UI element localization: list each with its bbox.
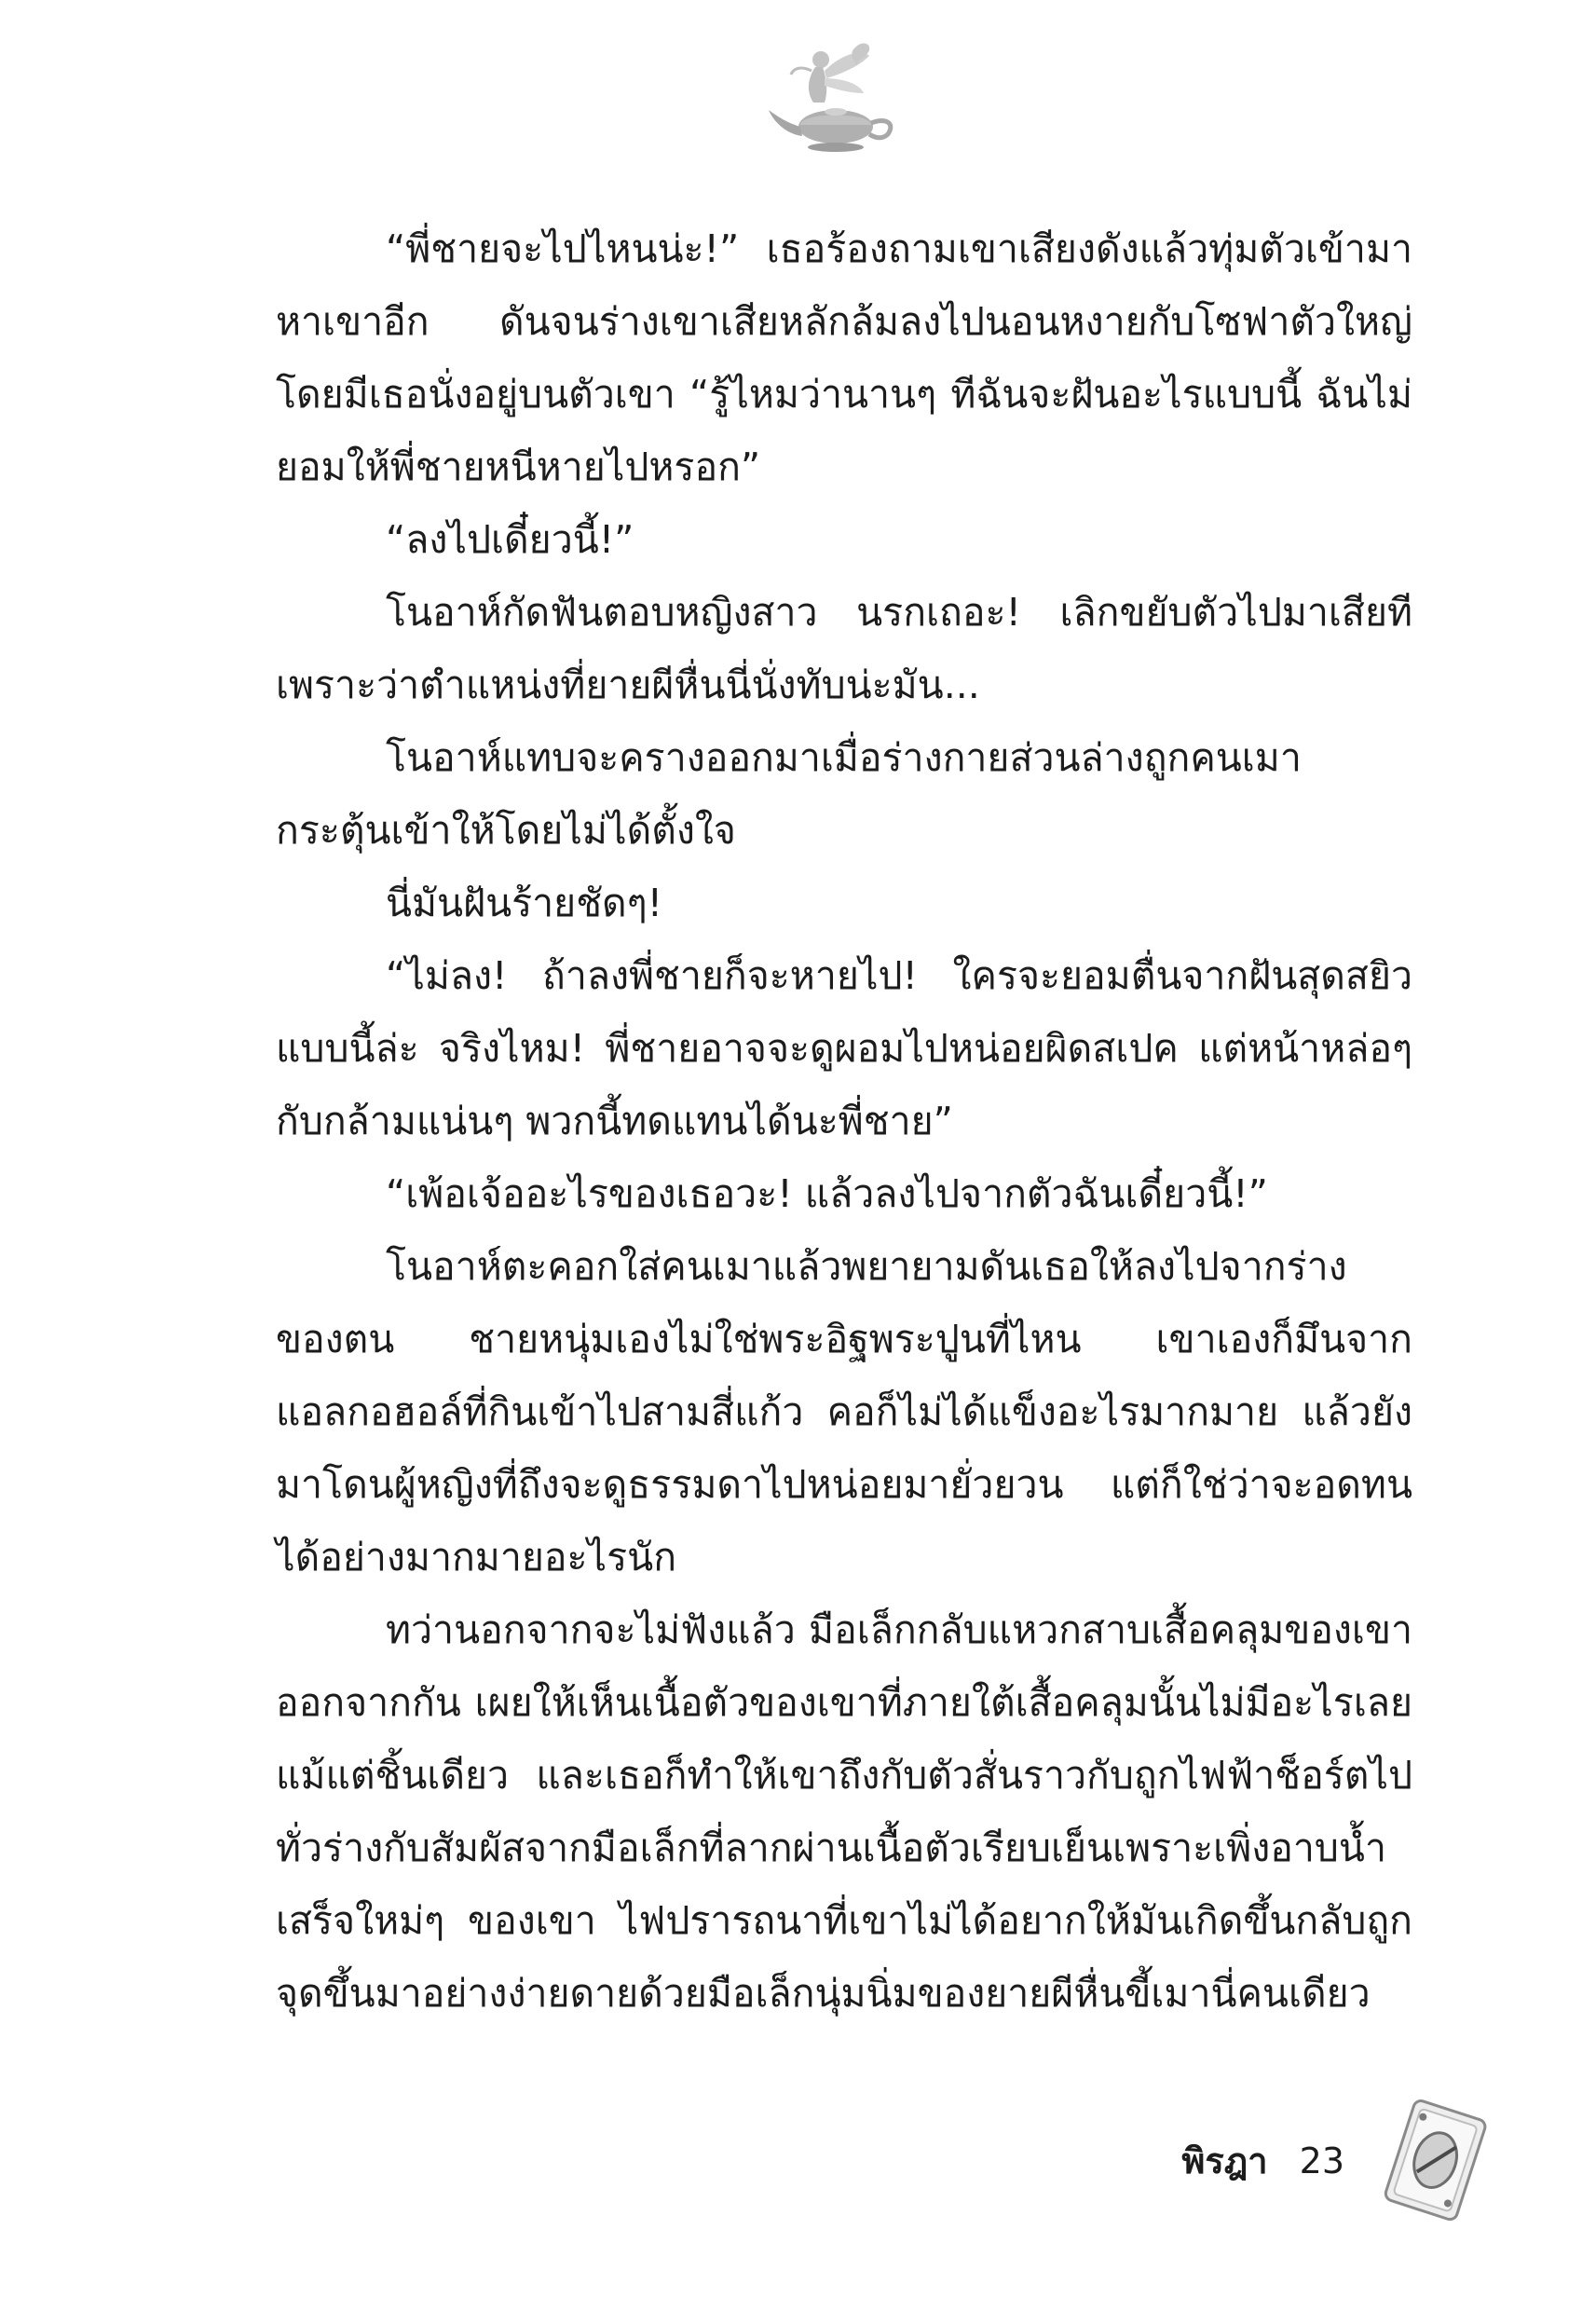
author-name: พิรฎา [1181, 2140, 1268, 2181]
playing-card-icon [1374, 2097, 1495, 2227]
page-number: 23 [1299, 2140, 1344, 2181]
paragraph: โนอาห์กัดฟันตอบหญิงสาว นรกเถอะ! เลิกขยับตัวไปมาเสียทีเพราะว่าตำแหน่งที่ยายผีหื่นนี่นั่งทับน่ะมัน... [276, 590, 1412, 707]
paragraph: โนอาห์ตะคอกใส่คนเมาแล้วพยายามดันเธอให้ลงไปจากร่างของตน ชายหนุ่มเองไม่ใช่พระอิฐพระปูนที่ไหน เขาเองก็มึนจากแอลกอฮอล์ที่กินเข้าไปสามสี่แก้ว คอก็ไม่ได้แข็งอะไรมากมาย แล้วยังมาโดนผู้หญิงที่ถึงจะดูธรรมดาไปหน่อยมายั่วยวน แต่ก็ใช่ว่าจะอดทนได้อย่างมากมายอะไรนัก [276, 1244, 1412, 1579]
body-text [276, 212, 1412, 2030]
paragraph: โนอาห์แทบจะครางออกมาเมื่อร่างกายส่วนล่างถูกคนเมากระตุ้นเข้าให้โดยไม่ได้ตั้งใจ [276, 735, 1302, 853]
paragraph: “ไม่ลง! ถ้าลงพี่ชายก็จะหายไป! ใครจะยอมตื่นจากฝันสุดสยิวแบบนี้ล่ะ จริงไหม! พี่ชายอาจจะดูผอมไปหน่อยผิดสเปค แต่หน้าหล่อๆกับกล้ามแน่นๆ พวกนี้ทดแทนได้นะพี่ชาย” [276, 953, 1412, 1143]
paragraph: ทว่านอกจากจะไม่ฟังแล้ว มือเล็กกลับแหวกสาบเสื้อคลุมของเขาออกจากกัน เผยให้เห็นเนื้อตัวของเขาที่ภายใต้เสื้อคลุมนั้นไม่มีอะไรเลยแม้แต่ชิ้นเดียว และเธอก็ทำให้เขาถึงกับตัวสั่นราวกับถูกไฟฟ้าช็อร์ตไปทั่วร่างกับสัมผัสจากมือเล็กที่ลากผ่านเนื้อตัวเรียบเย็นเพราะเพิ่งอาบน้ำเสร็จใหม่ๆ ของเขา ไฟปรารถนาที่เขาไม่ได้อยากให้มันเกิดขึ้นกลับถูกจุดขึ้นมาอย่างง่ายดายด้วยมือเล็กนุ่มนิ่มของยายผีหื่นขี้เมานี่คนเดียว [276, 1607, 1412, 2016]
paragraph: “พี่ชายจะไปไหนน่ะ!” เธอร้องถามเขาเสียงดังแล้วทุ่มตัวเข้ามาหาเขาอีก ดันจนร่างเขาเสียหลักล้มลงไปนอนหงายกับโซฟาตัวใหญ่โดยมีเธอนั่งอยู่บนตัวเขา “รู้ไหมว่านานๆ ทีฉันจะฝันอะไรแบบนี้ ฉันไม่ยอมให้พี่ชายหนีหายไปหรอก” [276, 226, 1412, 489]
paragraph: “ลงไปเดี๋ยวนี้!” [386, 517, 634, 562]
paragraph: “เพ้อเจ้ออะไรของเธอวะ! แล้วลงไปจากตัวฉันเดี๋ยวนี้!” [386, 1171, 1268, 1216]
paragraph: นี่มันฝันร้ายชัดๆ! [386, 881, 663, 925]
teapot-fairy-ornament-icon [759, 37, 908, 158]
page-footer [1181, 2132, 1344, 2189]
